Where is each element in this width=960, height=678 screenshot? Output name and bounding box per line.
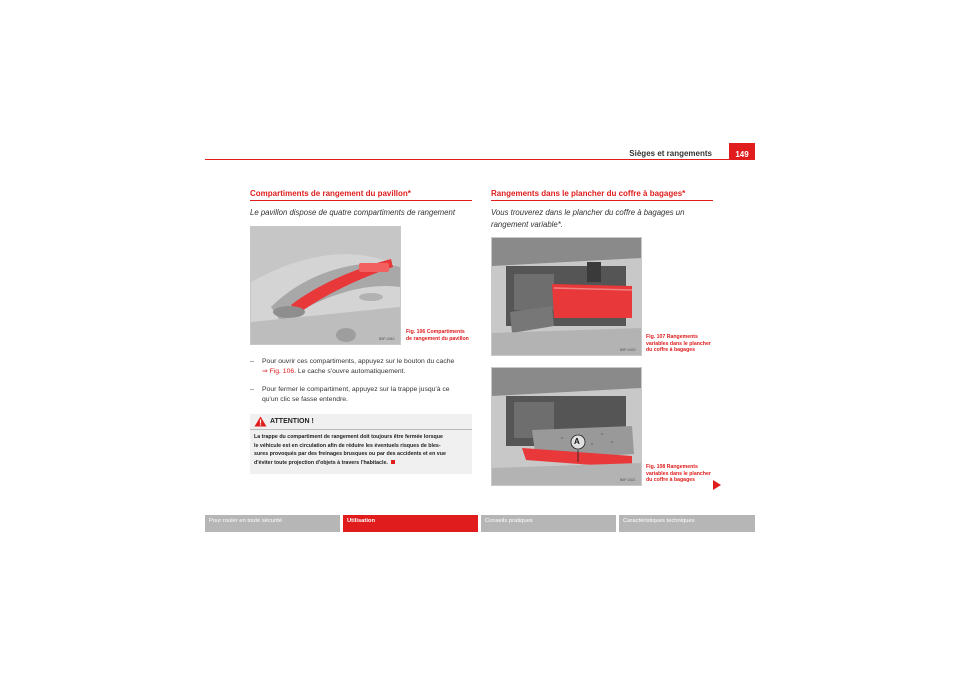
running-header-title: Sièges et rangements bbox=[629, 149, 712, 158]
warning-box bbox=[250, 414, 472, 474]
section-intro: Vous trouverez dans le plancher du coffre à bagages un rangement variable*. bbox=[491, 208, 685, 229]
instruction-open: – Pour ouvrir ces compartiments, appuyez sur le bouton du cache ⇒ Fig. 106. Le cache s'ouvre automatiquement. bbox=[250, 358, 455, 375]
page-number: 149 bbox=[729, 143, 755, 160]
trunk-storage-illustration-1 bbox=[492, 238, 641, 355]
figure-roof-compartments bbox=[250, 226, 401, 345]
warning-header bbox=[250, 414, 472, 428]
footer-tab-usage[interactable]: Utilisation bbox=[343, 515, 478, 532]
figure-caption: Fig. 108 Rangements variables dans le plancher du coffre à bagages bbox=[646, 464, 711, 483]
next-page-arrow-icon[interactable] bbox=[713, 480, 721, 490]
section-intro: Le pavillon dispose de quatre compartiments de rangement bbox=[250, 208, 456, 217]
warning-text: La trappe du compartiment de rangement doit toujours être fermée lorsque le véhicule est en circulation afin de réduire les éventuels risques de bles- sures provoqués par des freinages brusques ou par des accidents et en vue d'éviter toute projection d'objets à travers l'habitacle. bbox=[254, 434, 446, 466]
warning-rule bbox=[250, 429, 472, 430]
section-heading-roof-storage: Compartiments de rangement du pavillon* bbox=[250, 189, 411, 198]
callout-label-a: A bbox=[574, 437, 580, 446]
roof-compartment-illustration bbox=[251, 227, 400, 344]
footer-tab-safety[interactable]: Pour rouler en toute sécurité bbox=[205, 515, 340, 532]
figure-code: B5P-0362 bbox=[379, 337, 395, 341]
section-heading-rule bbox=[250, 200, 472, 201]
footer-tab-practical-tips[interactable]: Conseils pratiques bbox=[481, 515, 616, 532]
instruction-close: – Pour fermer le compartiment, appuyez sur la trappe jusqu'à ce qu'un clic se fasse entendre. bbox=[250, 386, 450, 403]
figure-trunk-storage-2 bbox=[491, 367, 642, 486]
figure-caption: Fig. 106 Compartiments de rangement du pavillon bbox=[406, 329, 469, 342]
figure-trunk-storage-1 bbox=[491, 237, 642, 356]
section-heading-trunk-floor-storage: Rangements dans le plancher du coffre à bagages* bbox=[491, 189, 686, 198]
figure-caption: Fig. 107 Rangements variables dans le plancher du coffre à bagages bbox=[646, 334, 711, 353]
figure-code: B5P-0320 bbox=[620, 348, 636, 352]
header-rule bbox=[205, 159, 755, 160]
footer-tab-technical-specs[interactable]: Caractéristiques techniques bbox=[619, 515, 755, 532]
warning-title: ATTENTION ! bbox=[270, 417, 314, 425]
end-of-section-icon bbox=[391, 460, 395, 464]
figure-reference-link[interactable]: ⇒ Fig. 106 bbox=[262, 367, 295, 375]
section-heading-rule bbox=[491, 200, 713, 201]
figure-code: B5P-0321 bbox=[620, 478, 636, 482]
trunk-storage-illustration-2 bbox=[492, 368, 641, 485]
warning-triangle-icon bbox=[254, 416, 267, 427]
